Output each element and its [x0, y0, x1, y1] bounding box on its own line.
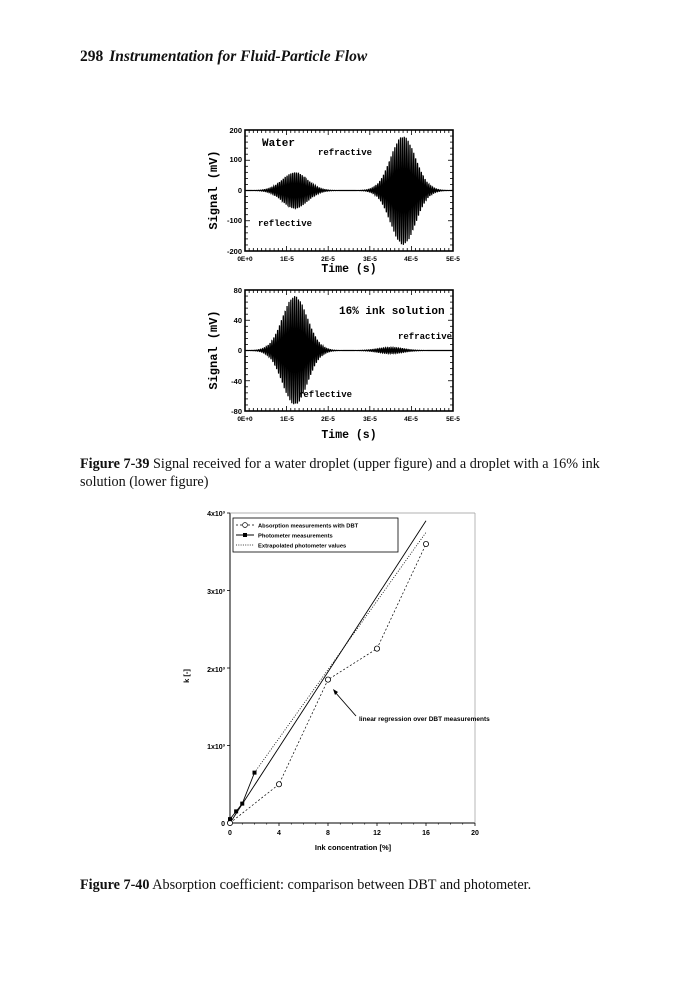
regression-line [230, 521, 426, 823]
lower-xtick: 5E-5 [446, 416, 460, 423]
upper-plot-label: Water [262, 138, 296, 150]
dbt-data-point [325, 677, 330, 682]
k-xlabel: Ink concentration [%] [314, 843, 392, 852]
legend-photometer-marker [243, 533, 247, 537]
lower-plot-label: 16% ink solution [339, 306, 445, 318]
lower-xlabel: Time (s) [321, 429, 377, 442]
chart-legend [233, 518, 398, 552]
k-ytick: 0 [221, 821, 225, 828]
absorption-chart [182, 511, 490, 852]
lower-reflective-label: reflective [298, 390, 353, 400]
upper-ytick: 100 [229, 155, 242, 164]
photometer-data-point [234, 809, 238, 813]
page-number: 298 [80, 48, 104, 65]
dbt-data-point [227, 820, 232, 825]
regression-annotation-line1 [359, 716, 490, 723]
figure-7-40-label: Figure 7-40 [80, 877, 150, 893]
dbt-data-point [374, 646, 379, 651]
figure-7-39-label: Figure 7-39 [80, 456, 150, 472]
upper-reflective-label: reflective [258, 219, 313, 229]
k-ytick: 3x10³ [207, 589, 225, 596]
upper-xtick: 5E-5 [446, 256, 460, 263]
k-xtick: 12 [373, 830, 381, 837]
upper-xtick: 0E+0 [237, 256, 253, 263]
k-ytick: 4x10³ [207, 511, 225, 518]
upper-xlabel: Time (s) [321, 263, 377, 276]
figure-7-39-caption [80, 455, 620, 491]
k-xtick: 20 [471, 830, 479, 837]
legend-extrapolated-label: Extrapolated photometer values [258, 543, 347, 550]
regression-annotation: linear regression over DBT measurements [359, 716, 490, 723]
regression-arrow-line [335, 692, 356, 716]
upper-xtick: 2E-5 [321, 256, 335, 263]
lower-xtick: 1E-5 [280, 416, 294, 423]
dbt-series-line [230, 544, 426, 823]
k-xtick: 0 [228, 830, 232, 837]
upper-ytick: 200 [229, 126, 242, 135]
lower-ytick: 80 [233, 286, 242, 295]
lower-refractive-label: refractive [398, 332, 453, 342]
k-xtick: 4 [277, 830, 281, 837]
upper-xtick: 1E-5 [280, 256, 294, 263]
upper-ylabel: Signal (mV) [207, 150, 221, 230]
lower-plot [207, 286, 460, 442]
legend-dbt-label: Absorption measurements with DBT [258, 523, 359, 530]
lower-xtick: 4E-5 [404, 416, 418, 423]
photometer-data-point [253, 771, 257, 775]
legend-dbt-marker [243, 523, 248, 528]
upper-ytick: -100 [226, 216, 242, 225]
k-ytick: 1x10³ [207, 744, 225, 751]
axis-ticks [227, 513, 475, 826]
k-xtick: 16 [422, 830, 430, 837]
figure-7-40-caption [80, 876, 620, 894]
lower-ytick: 40 [233, 316, 242, 325]
chart-series [227, 521, 428, 826]
upper-plot [207, 126, 460, 276]
photometer-data-point [228, 817, 232, 821]
k-ytick: 2x10³ [207, 667, 225, 674]
photometer-data-point [240, 802, 244, 806]
upper-xtick: 3E-5 [363, 256, 377, 263]
lower-xtick: 0E+0 [237, 416, 253, 423]
lower-ytick: -80 [231, 407, 242, 416]
upper-ytick: -200 [226, 247, 242, 256]
dbt-data-point [276, 782, 281, 787]
figure-7-40-text: Absorption coefficient: comparison between DBT and photometer. [152, 877, 532, 893]
photometer-series-line [230, 773, 255, 820]
k-ylabel: k [-] [182, 669, 191, 683]
legend-photometer-label: Photometer measurements [258, 533, 333, 540]
lower-xtick: 3E-5 [363, 416, 377, 423]
figure-7-39-text: Signal received for a water droplet (upper figure) and a droplet with a 16% ink solution (lower figure) [80, 456, 600, 490]
running-title: Instrumentation for Fluid-Particle Flow [109, 48, 368, 65]
k-xtick: 8 [326, 830, 330, 837]
lower-ytick: 0 [237, 346, 242, 355]
lower-xtick: 2E-5 [321, 416, 335, 423]
lower-ytick: -40 [231, 377, 242, 386]
lower-ylabel: Signal (mV) [207, 310, 221, 390]
dbt-data-point [423, 541, 428, 546]
upper-xtick: 4E-5 [404, 256, 418, 263]
upper-ytick: 0 [237, 186, 242, 195]
upper-refractive-label: refractive [318, 148, 373, 158]
